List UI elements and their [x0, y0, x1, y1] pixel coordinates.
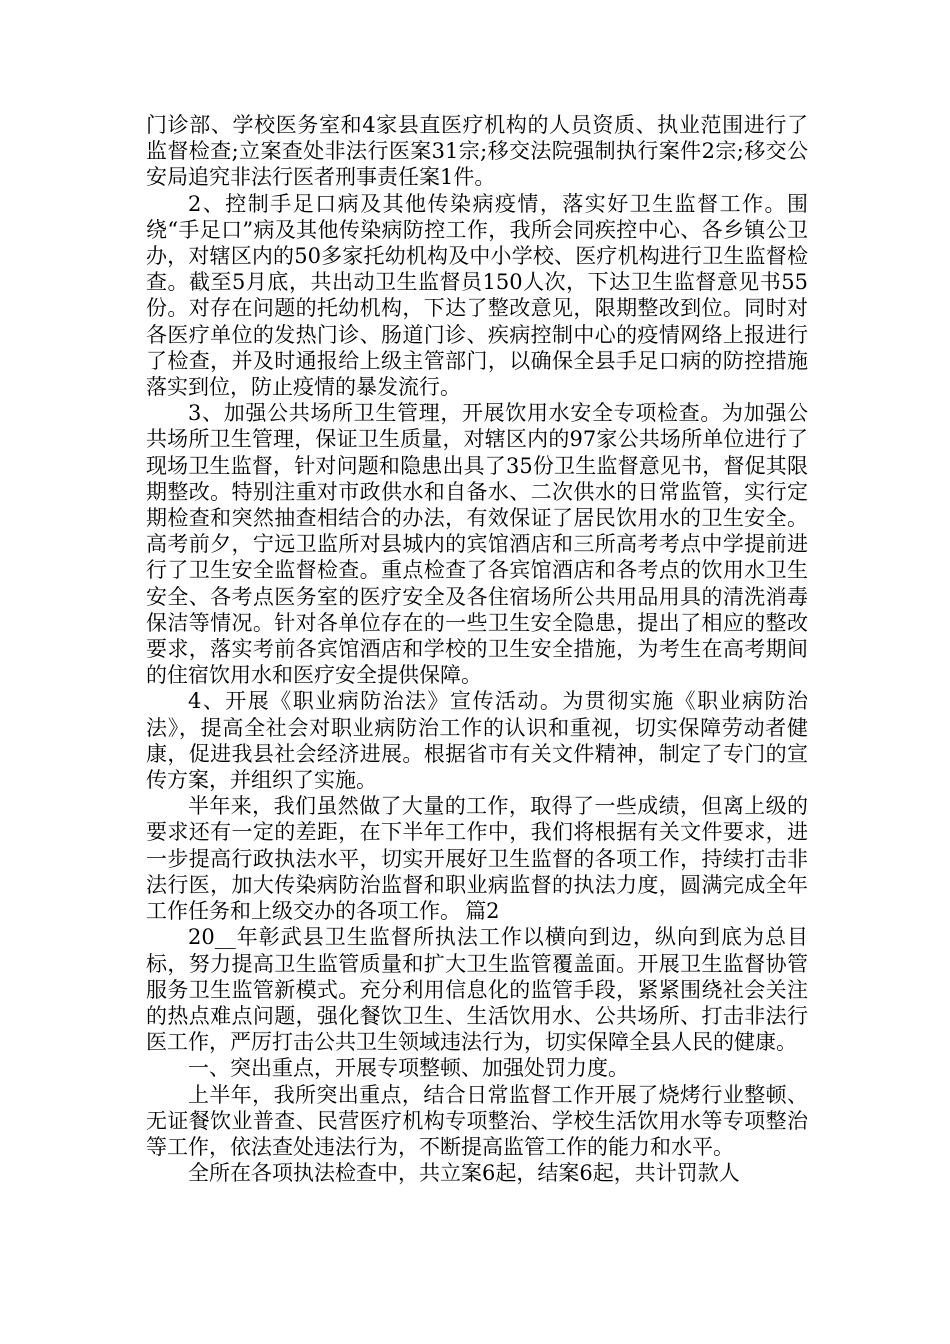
- paragraph-hand-foot-mouth: 2、控制手足口病及其他传染病疫情，落实好卫生监督工作。围绕“手足口”病及其他传染病防控工作，我所会同疾控中心、各乡镇公卫办，对辖区内的50多家托幼机构及中小学校、医疗机构进行卫生监督检查。截至5月底，共出动卫生监督员150人次，下达卫生监督意见书55份。对存在问题的托幼机构，下达了整改意见，限期整改到位。同时对各医疗单位的发热门诊、肠道门诊、疾病控制中心的疫情网络上报进行了检查，并及时通报给上级主管部门，以确保全县手足口病的防控措施落实到位，防止疫情的暴发流行。: [146, 191, 808, 400]
- paragraph-half-year-summary: [146, 793, 808, 924]
- section-label-part-2: 篇2: [465, 899, 500, 924]
- paragraph-occupational-disease: 4、开展《职业病防治法》宣传活动。为贯彻实施《职业病防治法》，提高全社会对职业病防治工作的认识和重视，切实保障劳动者健康，促进我县社会经济进展。根据省市有关文件精神，制定了专门的宣传方案，并组织了实施。: [146, 689, 808, 793]
- paragraph-special-rectification: 上半年，我所突出重点，结合日常监督工作开展了烧烤行业整顿、无证餐饮业普查、民营医疗机构专项整治、学校生活饮用水等专项整治等工作，依法查处违法行为，不断提高监管工作的能力和水平。: [146, 1082, 808, 1159]
- paragraph-inspection-summary: 门诊部、学校医务室和4家县直医疗机构的人员资质、执业范围进行了监督检查;立案查处非法行医案31宗;移交法院强制执行案件2宗;移交公安局追究非法行医者刑事责任案1件。: [146, 113, 808, 190]
- section-heading-1: 一、突出重点，开展专项整顿、加强处罚力度。: [188, 1056, 629, 1081]
- paragraph-public-places: 3、加强公共场所卫生管理，开展饮用水安全专项检查。为加强公共场所卫生管理，保证卫生质量，对辖区内的97家公共场所单位进行了现场卫生监督，针对问题和隐患出具了35份卫生监督意见书，督促其限期整改。特别注重对市政供水和自备水、二次供水的日常监管，实行定期检查和突然抽查相结合的办法，有效保证了居民饮用水的卫生安全。高考前夕，宁远卫监所对县城内的宾馆酒店和三所高考考点中学提前进行了卫生安全监督检查。重点检查了各宾馆酒店和各考点的饮用水卫生安全、各考点医务室的医疗安全及各住宿场所公共用品用具的清洗消毒保洁等情况。针对各单位存在的一些卫生安全隐患，提出了相应的整改要求，落实考前各宾馆酒店和学校的卫生安全措施，为考生在高考期间的住宿饮用水和医疗安全提供保障。: [146, 401, 808, 688]
- document-page: [146, 112, 808, 1186]
- paragraph-zhangwu-overview: 20__年彰武县卫生监督所执法工作以横向到边，纵向到底为总目标，努力提高卫生监管质量和扩大卫生监管覆盖面。开展卫生监督协管服务卫生监管新模式。充分利用信息化的监管手段，紧紧围绕社会关注的热点难点问题，强化餐饮卫生、生活饮用水、公共场所、打击非法行医工作，严厉打击公共卫生领域违法行为，切实保障全县人民的健康。: [146, 925, 808, 1055]
- paragraph-case-statistics: 全所在各项执法检查中，共立案6起，结案6起，共计罚款人: [188, 1161, 740, 1186]
- paragraph-half-year-summary-text: 半年来，我们虽然做了大量的工作，取得了一些成绩，但离上级的要求还有一定的差距，在下半年工作中，我们将根据有关文件要求，进一步提高行政执法水平，切实开展好卫生监督的各项工作，持续打击非法行医，加大传染病防治监督和职业病监督的执法力度，圆满完成全年工作任务和上级交办的各项工作。: [146, 794, 808, 924]
